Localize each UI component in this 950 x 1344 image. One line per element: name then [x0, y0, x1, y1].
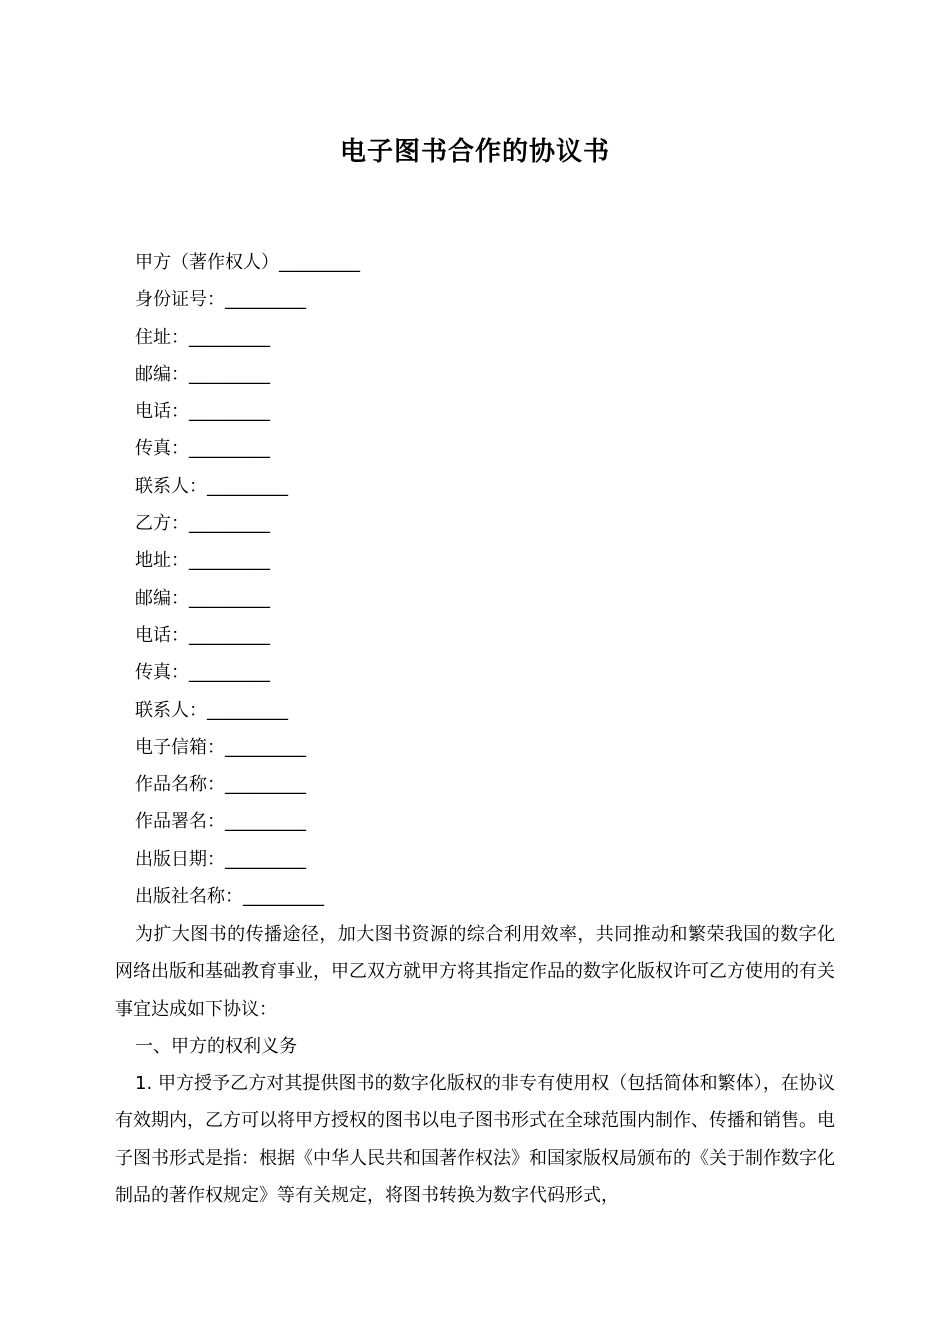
field-work-byline: 作品署名：_________: [135, 811, 306, 833]
field-party-a: 甲方（著作权人）_________: [135, 252, 360, 273]
field-email: 电子信箱：_________: [135, 736, 306, 758]
field-work-title: 作品名称：_________: [135, 774, 306, 796]
field-party-a-phone: 电话：_________: [135, 401, 270, 423]
clause-1-paragraph: 1. 甲方授予乙方对其提供图书的数字化版权的非专有使用权（包括简体和繁体），在协议有效期内，乙方可以将甲方授权的图书以电子图书形式在全球范围内制作、传播和销售。电子图书形式是指：根据《中华人民共和国著作权法》和国家版权局颁布的《关于制作数字化制品的著作权规定》等有关规定，将图书转换为数字代码形式，: [115, 1073, 835, 1207]
field-party-b-postcode: 邮编：_________: [135, 587, 270, 609]
document-title: 电子图书合作的协议书: [339, 137, 610, 167]
party-info-list: [135, 244, 855, 915]
section-heading-party-a: 一、甲方的权利义务: [135, 1035, 297, 1057]
field-party-b-address: 地址：_________: [135, 550, 270, 572]
field-party-b-phone: 电话：_________: [135, 624, 270, 646]
field-party-a-address: 住址：_________: [135, 326, 270, 348]
agreement-body: [115, 916, 835, 1214]
field-party-a-fax: 传真：_________: [135, 438, 270, 460]
field-party-a-contact: 联系人：_________: [135, 475, 288, 497]
field-publish-date: 出版日期：_________: [135, 848, 306, 870]
intro-paragraph: 为扩大图书的传播途径，加大图书资源的综合利用效率，共同推动和繁荣我国的数字化网络出版和基础教育事业，甲乙双方就甲方将其指定作品的数字化版权许可乙方使用的有关事宜达成如下协议：: [115, 924, 835, 1020]
field-party-a-postcode: 邮编：_________: [135, 363, 270, 385]
field-party-b-contact: 联系人：_________: [135, 699, 288, 721]
field-party-b-fax: 传真：_________: [135, 662, 270, 684]
field-id-number: 身份证号：_________: [135, 289, 306, 311]
field-party-b: 乙方：_________: [135, 513, 270, 535]
field-publisher-name: 出版社名称：_________: [135, 886, 324, 908]
